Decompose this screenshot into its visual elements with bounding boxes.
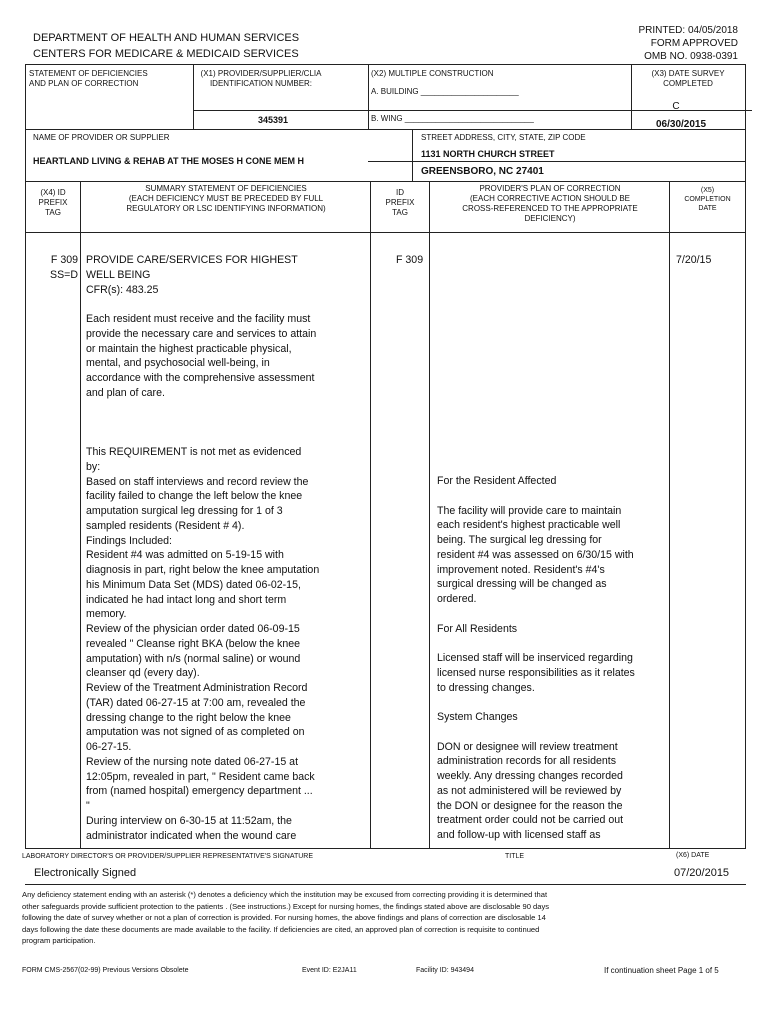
building-field: A. BUILDING ______________________ xyxy=(371,87,519,96)
address-column-divider xyxy=(412,129,413,181)
plan-column-header: PROVIDER'S PLAN OF CORRECTION (EACH CORRECTIVE ACTION SHOULD BE CROSS-REFERENCED TO THE APPROPRIATE DEFICIENCY) xyxy=(462,184,638,223)
wing-field: B. WING _____________________________ xyxy=(371,114,534,123)
street-address: 1131 NORTH CHURCH STREET xyxy=(421,149,555,159)
form-number: FORM CMS-2567(02-99) Previous Versions Obsolete xyxy=(22,967,189,974)
title-label: TITLE xyxy=(505,853,525,860)
frame-top xyxy=(25,64,746,65)
statement-label: STATEMENT OF DEFICIENCIES AND PLAN OF CORRECTION xyxy=(29,69,148,88)
address-label: STREET ADDRESS, CITY, STATE, ZIP CODE xyxy=(421,133,586,142)
page-continuation: If continuation sheet Page 1 of 5 xyxy=(604,966,719,975)
omb-number: OMB NO. 0938-0391 xyxy=(644,51,738,62)
findings-text: This REQUIREMENT is not met as evidenced by: Based on staff interviews and record review the facility failed to change the left below the knee amputation surgical leg dressing for 1 of 3 sampled residents (Resident # 4). Findings Included: Resident #4 was admitted on 5-19-15 with diagnosis in part, right below the knee amputation his Minimum Data Set (MDS) dated 06-02-15, indicated he had intact long and short term memory. Review of the physician order dated 06-09-15 revealed " Cleanse right BKA (below the knee amputation) with n/s (normal saline) or wound cleanser qd (every day). Review of the Treatment Administration Record (TAR) dated 06-27-15 at 7:00 am, revealed the dressing change to the right below the knee amputation was not signed of as completed on 06-27-15. Review of the nursing note dated 06-27-15 at 12:05pm, revealed in part, " Resident came back from (named hospital) emergency department ... " During interview on 6-30-15 at 11:52am, the administrator indicated when the wound care xyxy=(86,446,320,842)
signature-label: LABORATORY DIRECTOR'S OR PROVIDER/SUPPLIER REPRESENTATIVE'S SIGNATURE xyxy=(22,853,314,860)
provider-number: 345391 xyxy=(258,115,289,125)
survey-completed-date: 06/30/2015 xyxy=(656,119,707,130)
body-bottom xyxy=(25,848,746,849)
completion-date: 7/20/15 xyxy=(676,254,712,266)
plan-of-correction-text: For the Resident Affected The facility will provide care to maintain each resident's highest practicable well being. The surgical leg dressing for resident #4 was assessed on 6/30/15 with improvement noted. Resident's #4's surgical dressing will be changed as ordered. For All Residents Licensed staff will be inserviced regarding licensed nurse responsibilities as it relates to dressing changes. System Changes DON or designee will review treatment administration records for all residents weekly. Any dressing changes recorded as not administered will be reviewed by the DON or designee for the reason the treatment order could not be carried out and follow-up with licensed staff as xyxy=(437,475,635,841)
printed-date: PRINTED: 04/05/2018 xyxy=(638,25,738,36)
requirement-text: Each resident must receive and the facility must provide the necessary care and services to attain or maintain the highest practicable physical, mental, and psychosocial well-being, in accordance with the comprehensive assessment and plan of care. xyxy=(86,313,317,399)
info-row-bottom xyxy=(25,129,746,130)
x4-column-line xyxy=(80,181,81,848)
department-title: DEPARTMENT OF HEALTH AND HUMAN SERVICES xyxy=(33,32,300,44)
city-state-zip: GREENSBORO, NC 27401 xyxy=(421,166,544,177)
plan-column-line xyxy=(669,181,670,848)
plan-id-tag: F 309 xyxy=(396,254,424,266)
deficiency-title: PROVIDE CARE/SERVICES FOR HIGHEST WELL BEING CFR(s): 483.25 xyxy=(86,254,298,296)
deficiency-tag: F 309 SS=D xyxy=(50,254,78,281)
event-id: Event ID: E2JA11 xyxy=(302,967,357,974)
id-column-header: ID PREFIX TAG xyxy=(385,188,415,217)
summary-column-header: SUMMARY STATEMENT OF DEFICIENCIES (EACH DEFICIENCY MUST BE PRECEDED BY FULL REGULATORY OR LSC IDENTIFYING INFORMATION) xyxy=(126,184,326,213)
provider-row-bottom xyxy=(25,181,746,182)
provider-name-label: NAME OF PROVIDER OR SUPPLIER xyxy=(33,133,170,142)
x2-divider xyxy=(368,64,369,129)
facility-id: Facility ID: 943494 xyxy=(416,967,474,974)
disclaimer-text: Any deficiency statement ending with an asterisk (*) denotes a deficiency which the institution may be excused from correcting providing it is determined that other safeguards provide sufficient protection to the patients . (See instructions.) Except for nursing homes, the findings stated above are disclosable 90 days following the date of survey whether or not a plan of correction is provided. For nursing homes, the above findings and plans of correction are disclosable 14 days following the date these documents are made available to the facility. If deficiencies are cited, an approved plan of correction is requisite to continued program participation. xyxy=(22,890,550,945)
x1-label: (X1) PROVIDER/SUPPLIER/CLIA IDENTIFICATION NUMBER: xyxy=(200,69,322,88)
column-header-bottom xyxy=(25,232,746,233)
summary-column-line xyxy=(370,181,371,848)
form-approved: FORM APPROVED xyxy=(650,38,738,49)
x3-letter: C xyxy=(672,101,680,112)
frame-left xyxy=(25,64,26,848)
electronic-signature: Electronically Signed xyxy=(34,867,137,879)
x1-divider xyxy=(193,64,194,129)
x2-label: (X2) MULTIPLE CONSTRUCTION xyxy=(371,69,494,78)
centers-title: CENTERS FOR MEDICARE & MEDICAID SERVICES xyxy=(33,48,299,60)
provider-name: HEARTLAND LIVING & REHAB AT THE MOSES H CONE MEM H xyxy=(33,156,305,166)
signature-date: 07/20/2015 xyxy=(674,867,730,879)
id-column-line xyxy=(429,181,430,848)
x4-column-header: (X4) ID PREFIX TAG xyxy=(38,188,68,217)
signature-date-label: (X6) DATE xyxy=(676,852,710,859)
signature-bottom xyxy=(25,884,746,885)
address-divider xyxy=(368,161,746,162)
frame-right xyxy=(745,64,746,848)
x5-column-header: (X5) COMPLETION DATE xyxy=(684,187,731,212)
x3-label: (X3) DATE SURVEY COMPLETED xyxy=(651,69,725,88)
x3-divider xyxy=(631,64,632,129)
